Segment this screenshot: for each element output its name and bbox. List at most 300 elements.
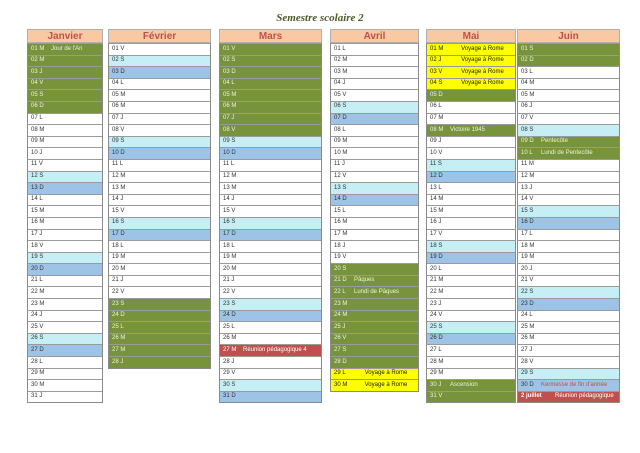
day-cell bbox=[427, 286, 515, 298]
day-label: 17 V bbox=[430, 231, 443, 237]
day-label: 08 L bbox=[334, 126, 346, 133]
day-cell bbox=[28, 124, 102, 136]
day-label: 08 V bbox=[112, 126, 125, 133]
day-label: 22 M bbox=[430, 288, 444, 295]
day-label: 29 L bbox=[334, 370, 346, 377]
day-cell bbox=[518, 136, 619, 148]
day-label: 24 J bbox=[31, 312, 43, 319]
day-label: 06 M bbox=[223, 103, 237, 110]
day-label: 02 S bbox=[223, 57, 236, 64]
day-cell bbox=[331, 240, 418, 252]
day-cell bbox=[109, 194, 210, 206]
day-label: 14 J bbox=[223, 196, 235, 203]
day-label: 28 J bbox=[112, 358, 124, 365]
day-label: 08 S bbox=[521, 126, 534, 133]
day-label: 21 J bbox=[223, 277, 235, 284]
day-cell bbox=[427, 263, 515, 275]
day-label: 17 D bbox=[112, 231, 125, 237]
day-cell bbox=[109, 136, 210, 148]
month-column-1 bbox=[108, 29, 211, 369]
day-label: 13 L bbox=[430, 184, 442, 191]
day-cell bbox=[331, 229, 418, 241]
day-label: 09 S bbox=[223, 138, 236, 145]
day-label: 31 V bbox=[430, 393, 443, 400]
day-label: 15 V bbox=[112, 207, 125, 214]
day-cell bbox=[427, 136, 515, 148]
day-cell bbox=[220, 263, 321, 275]
day-label: 14 L bbox=[31, 196, 43, 203]
day-label: 04 J bbox=[334, 80, 346, 87]
day-cell bbox=[109, 344, 210, 356]
day-label: 20 M bbox=[223, 265, 237, 272]
event-label: Lundi de Pâques bbox=[354, 288, 400, 295]
day-cell bbox=[518, 275, 619, 287]
day-cell bbox=[109, 171, 210, 183]
day-cell bbox=[427, 344, 515, 356]
day-cell bbox=[109, 124, 210, 136]
day-label: 12 M bbox=[112, 173, 126, 180]
day-label: 11 J bbox=[334, 161, 345, 168]
day-label: 27 M bbox=[112, 346, 126, 353]
day-label: 23 D bbox=[521, 300, 534, 307]
day-label: 26 D bbox=[430, 335, 443, 342]
day-cell bbox=[427, 171, 515, 183]
month-header: Mars bbox=[219, 29, 322, 43]
day-label: 21 L bbox=[31, 277, 43, 284]
day-label: 22 S bbox=[521, 288, 534, 295]
day-label: 19 M bbox=[223, 254, 237, 261]
day-label: 03 L bbox=[521, 68, 533, 75]
day-label: 11 L bbox=[223, 161, 235, 168]
day-cell bbox=[518, 171, 619, 183]
day-label: 05 M bbox=[112, 91, 126, 98]
event-label: Jour de l'An bbox=[51, 45, 83, 52]
day-label: 10 J bbox=[31, 149, 43, 156]
day-cell bbox=[427, 147, 515, 159]
day-label: 09 S bbox=[112, 138, 125, 145]
day-cell bbox=[427, 252, 515, 264]
day-cell bbox=[220, 113, 321, 125]
day-cell bbox=[220, 194, 321, 206]
day-label: 08 V bbox=[223, 126, 236, 133]
day-cell bbox=[28, 101, 102, 113]
day-label: 03 M bbox=[334, 68, 348, 75]
day-cell bbox=[427, 55, 515, 67]
day-cell bbox=[518, 78, 619, 90]
day-cell bbox=[331, 66, 418, 78]
day-label: 11 L bbox=[112, 161, 124, 168]
day-cell bbox=[220, 229, 321, 241]
day-cell bbox=[220, 136, 321, 148]
day-label: 12 M bbox=[223, 173, 237, 180]
day-label: 19 V bbox=[334, 254, 347, 261]
day-label: 21 J bbox=[112, 277, 124, 284]
day-label: 25 S bbox=[430, 323, 443, 330]
day-cell bbox=[109, 286, 210, 298]
day-label: 04 L bbox=[223, 80, 235, 87]
day-cell bbox=[427, 356, 515, 368]
day-label: 23 S bbox=[112, 300, 125, 307]
day-label: 29 M bbox=[31, 370, 45, 377]
day-cell bbox=[109, 182, 210, 194]
day-cell bbox=[28, 263, 102, 275]
day-label: 02 M bbox=[334, 57, 348, 64]
day-cell bbox=[220, 89, 321, 101]
day-label: 23 M bbox=[334, 300, 348, 307]
day-cell bbox=[109, 147, 210, 159]
day-cell bbox=[427, 391, 515, 403]
day-label: 16 D bbox=[521, 219, 534, 226]
day-label: 05 V bbox=[334, 91, 347, 98]
day-cell bbox=[427, 205, 515, 217]
day-label: 25 V bbox=[31, 323, 44, 330]
day-cell bbox=[427, 298, 515, 310]
day-label: 30 J bbox=[430, 381, 442, 388]
day-cell bbox=[427, 217, 515, 229]
day-label: 11 S bbox=[430, 161, 442, 168]
day-cell bbox=[109, 101, 210, 113]
day-label: 22 V bbox=[223, 288, 236, 295]
day-label: 11 M bbox=[521, 161, 534, 168]
day-label: 05 M bbox=[223, 91, 237, 98]
day-cell bbox=[518, 101, 619, 113]
day-cell bbox=[28, 310, 102, 322]
day-cell bbox=[331, 43, 418, 55]
day-cell bbox=[331, 344, 418, 356]
day-cell bbox=[109, 43, 210, 55]
day-label: 15 V bbox=[223, 207, 236, 214]
day-cell bbox=[518, 124, 619, 136]
day-cell bbox=[331, 275, 418, 287]
day-label: 03 V bbox=[430, 68, 443, 75]
day-cell bbox=[28, 379, 102, 391]
day-cell bbox=[109, 356, 210, 368]
month-column-5 bbox=[517, 29, 620, 403]
day-cell bbox=[427, 78, 515, 90]
day-label: 24 D bbox=[223, 312, 236, 319]
day-cell bbox=[28, 78, 102, 90]
day-label: 12 V bbox=[334, 173, 347, 180]
day-label: 21 V bbox=[521, 277, 534, 284]
day-label: 16 M bbox=[334, 219, 348, 226]
day-cell bbox=[331, 113, 418, 125]
day-cell bbox=[220, 379, 321, 391]
day-cell bbox=[109, 205, 210, 217]
day-cell bbox=[109, 252, 210, 264]
day-cell bbox=[518, 286, 619, 298]
day-cell bbox=[427, 113, 515, 125]
day-cell bbox=[28, 205, 102, 217]
day-label: 01 V bbox=[112, 45, 125, 52]
day-cell bbox=[518, 182, 619, 194]
day-cell bbox=[109, 159, 210, 171]
day-cell bbox=[427, 159, 515, 171]
day-cell bbox=[518, 391, 619, 403]
day-label: 02 S bbox=[112, 57, 125, 64]
event-label: Pentecôte bbox=[541, 138, 569, 145]
day-label: 16 J bbox=[430, 219, 442, 226]
day-label: 11 V bbox=[31, 161, 43, 168]
day-label: 25 J bbox=[334, 323, 346, 330]
day-cell bbox=[427, 43, 515, 55]
day-cell bbox=[427, 182, 515, 194]
day-label: 24 M bbox=[334, 312, 348, 319]
day-cell bbox=[518, 356, 619, 368]
day-label: 15 L bbox=[334, 207, 346, 214]
day-label: 01 L bbox=[334, 45, 346, 52]
day-cell bbox=[518, 159, 619, 171]
day-cell bbox=[28, 344, 102, 356]
day-cell bbox=[331, 182, 418, 194]
day-cell bbox=[518, 310, 619, 322]
day-label: 28 M bbox=[430, 358, 444, 365]
day-label: 05 M bbox=[521, 91, 535, 98]
day-cell bbox=[331, 147, 418, 159]
day-cell bbox=[220, 171, 321, 183]
day-cell bbox=[28, 113, 102, 125]
day-label: 20 J bbox=[521, 265, 533, 272]
day-cell bbox=[220, 391, 321, 403]
day-label: 22 V bbox=[112, 288, 125, 295]
event-label: Voyage à Rome bbox=[461, 57, 504, 64]
day-label: 02 D bbox=[521, 57, 534, 64]
day-cell bbox=[518, 194, 619, 206]
day-label: 07 J bbox=[112, 115, 124, 122]
day-label: 24 V bbox=[430, 312, 443, 319]
day-label: 01 M bbox=[31, 45, 45, 52]
day-cell bbox=[518, 89, 619, 101]
day-cell bbox=[331, 217, 418, 229]
day-label: 09 M bbox=[334, 138, 348, 145]
day-label: 17 M bbox=[334, 231, 348, 237]
day-cell bbox=[427, 229, 515, 241]
day-label: 06 L bbox=[430, 103, 442, 110]
month-header: Juin bbox=[517, 29, 620, 43]
day-label: 20 D bbox=[31, 265, 44, 272]
day-cell bbox=[109, 89, 210, 101]
day-label: 04 V bbox=[31, 80, 44, 87]
day-cell bbox=[518, 298, 619, 310]
day-label: 19 M bbox=[112, 254, 126, 261]
day-label: 28 J bbox=[223, 358, 235, 365]
day-cell bbox=[331, 379, 418, 391]
day-label: 12 M bbox=[521, 173, 535, 180]
day-cell bbox=[331, 252, 418, 264]
day-cell bbox=[518, 240, 619, 252]
day-cell bbox=[220, 321, 321, 333]
month-header: Mai bbox=[426, 29, 516, 43]
day-cell bbox=[331, 263, 418, 275]
day-label: 16 M bbox=[31, 219, 45, 226]
day-list bbox=[426, 43, 516, 403]
day-cell bbox=[518, 321, 619, 333]
day-cell bbox=[28, 194, 102, 206]
day-label: 04 L bbox=[112, 80, 124, 87]
day-cell bbox=[28, 321, 102, 333]
day-cell bbox=[331, 55, 418, 67]
day-cell bbox=[331, 356, 418, 368]
day-label: 06 M bbox=[112, 103, 126, 110]
day-label: 06 S bbox=[334, 103, 347, 110]
day-cell bbox=[331, 101, 418, 113]
day-cell bbox=[28, 240, 102, 252]
event-label: Lundi de Pentecôte bbox=[541, 149, 593, 156]
day-cell bbox=[220, 159, 321, 171]
day-cell bbox=[28, 275, 102, 287]
day-label: 04 S bbox=[430, 80, 443, 87]
day-label: 01 M bbox=[430, 45, 444, 52]
day-cell bbox=[220, 310, 321, 322]
day-cell bbox=[331, 194, 418, 206]
day-cell bbox=[28, 66, 102, 78]
day-cell bbox=[28, 171, 102, 183]
day-cell bbox=[331, 333, 418, 345]
day-label: 31 D bbox=[223, 393, 236, 400]
day-cell bbox=[28, 89, 102, 101]
day-label: 29 V bbox=[223, 370, 236, 377]
day-cell bbox=[109, 229, 210, 241]
day-label: 23 J bbox=[430, 300, 442, 307]
day-label: 09 D bbox=[521, 138, 534, 145]
day-cell bbox=[518, 229, 619, 241]
day-label: 28 V bbox=[521, 358, 534, 365]
day-cell bbox=[109, 217, 210, 229]
day-label: 29 M bbox=[430, 370, 444, 377]
day-label: 10 V bbox=[430, 149, 443, 156]
event-label: Voyage à Rome bbox=[364, 370, 408, 377]
day-label: 28 D bbox=[334, 358, 347, 365]
day-cell bbox=[220, 124, 321, 136]
day-label: 18 V bbox=[31, 242, 44, 249]
day-label: 06 D bbox=[31, 103, 44, 110]
month-header: Avril bbox=[330, 29, 419, 43]
day-cell bbox=[28, 43, 102, 55]
day-cell bbox=[220, 252, 321, 264]
day-cell bbox=[220, 298, 321, 310]
day-label: 09 M bbox=[31, 138, 45, 145]
day-label: 03 D bbox=[112, 68, 125, 75]
day-label: 10 D bbox=[223, 149, 236, 156]
day-cell bbox=[427, 89, 515, 101]
day-label: 05 D bbox=[430, 91, 443, 98]
day-label: 16 S bbox=[223, 219, 236, 226]
event-label: Réunion pédagogique 4 bbox=[243, 346, 307, 353]
day-label: 26 M bbox=[112, 335, 126, 342]
day-cell bbox=[427, 321, 515, 333]
day-label: 27 L bbox=[430, 346, 442, 353]
day-cell bbox=[331, 159, 418, 171]
day-cell bbox=[427, 101, 515, 113]
day-cell bbox=[109, 78, 210, 90]
day-label: 02 M bbox=[31, 57, 45, 64]
day-label: 27 D bbox=[31, 346, 44, 353]
day-label: 22 L bbox=[334, 288, 346, 295]
day-label: 30 M bbox=[31, 381, 45, 388]
day-label: 21 D bbox=[334, 277, 347, 284]
day-cell bbox=[109, 310, 210, 322]
day-cell bbox=[28, 252, 102, 264]
day-cell bbox=[518, 66, 619, 78]
day-label: 08 M bbox=[430, 126, 444, 133]
day-cell bbox=[427, 379, 515, 391]
day-label: 02 J bbox=[430, 57, 442, 64]
event-label: Voyage à Rome bbox=[364, 381, 408, 388]
day-label: 30 D bbox=[521, 381, 534, 388]
day-label: 12 S bbox=[31, 173, 44, 180]
day-cell bbox=[28, 356, 102, 368]
day-label: 17 D bbox=[223, 231, 236, 237]
day-cell bbox=[28, 147, 102, 159]
day-label: 14 M bbox=[430, 196, 444, 203]
day-label: 28 L bbox=[31, 358, 43, 365]
day-label: 27 M bbox=[223, 346, 237, 353]
day-cell bbox=[518, 205, 619, 217]
day-label: 26 M bbox=[223, 335, 237, 342]
day-cell bbox=[109, 275, 210, 287]
day-cell bbox=[518, 344, 619, 356]
day-cell bbox=[427, 333, 515, 345]
event-label: Kermesse de fin d'année bbox=[541, 381, 608, 388]
day-cell bbox=[28, 182, 102, 194]
day-cell bbox=[28, 368, 102, 380]
day-label: 13 D bbox=[31, 184, 44, 191]
day-cell bbox=[109, 298, 210, 310]
day-label: 10 M bbox=[334, 149, 348, 156]
day-cell bbox=[427, 194, 515, 206]
day-cell bbox=[518, 43, 619, 55]
day-label: 13 S bbox=[334, 184, 347, 191]
day-label: 30 M bbox=[334, 381, 348, 388]
day-cell bbox=[28, 391, 102, 403]
day-label: 12 D bbox=[430, 173, 443, 180]
day-list bbox=[219, 43, 322, 403]
day-cell bbox=[109, 113, 210, 125]
day-cell bbox=[28, 159, 102, 171]
day-label: 27 S bbox=[334, 346, 347, 353]
day-cell bbox=[109, 321, 210, 333]
day-cell bbox=[109, 240, 210, 252]
day-label: 18 M bbox=[521, 242, 535, 249]
day-cell bbox=[518, 55, 619, 67]
event-label: Victoire 1945 bbox=[450, 126, 485, 133]
day-cell bbox=[518, 368, 619, 380]
day-label: 13 M bbox=[223, 184, 237, 191]
day-label: 24 L bbox=[521, 312, 533, 319]
event-label: Ascension bbox=[450, 381, 478, 388]
day-cell bbox=[331, 89, 418, 101]
day-label: 16 S bbox=[112, 219, 125, 226]
day-label: 14 J bbox=[112, 196, 124, 203]
day-cell bbox=[220, 182, 321, 194]
day-label: 03 D bbox=[223, 68, 236, 75]
day-cell bbox=[331, 321, 418, 333]
day-label: 07 L bbox=[31, 115, 43, 122]
day-label: 06 J bbox=[521, 103, 533, 110]
day-cell bbox=[518, 263, 619, 275]
day-cell bbox=[331, 78, 418, 90]
day-cell bbox=[331, 136, 418, 148]
day-cell bbox=[28, 136, 102, 148]
day-cell bbox=[28, 333, 102, 345]
day-list bbox=[108, 43, 211, 369]
day-label: 26 V bbox=[334, 335, 347, 342]
day-cell bbox=[331, 310, 418, 322]
day-label: 01 V bbox=[223, 45, 236, 52]
day-cell bbox=[427, 310, 515, 322]
day-label: 18 J bbox=[334, 242, 346, 249]
day-cell bbox=[518, 147, 619, 159]
day-label: 15 M bbox=[430, 207, 444, 214]
